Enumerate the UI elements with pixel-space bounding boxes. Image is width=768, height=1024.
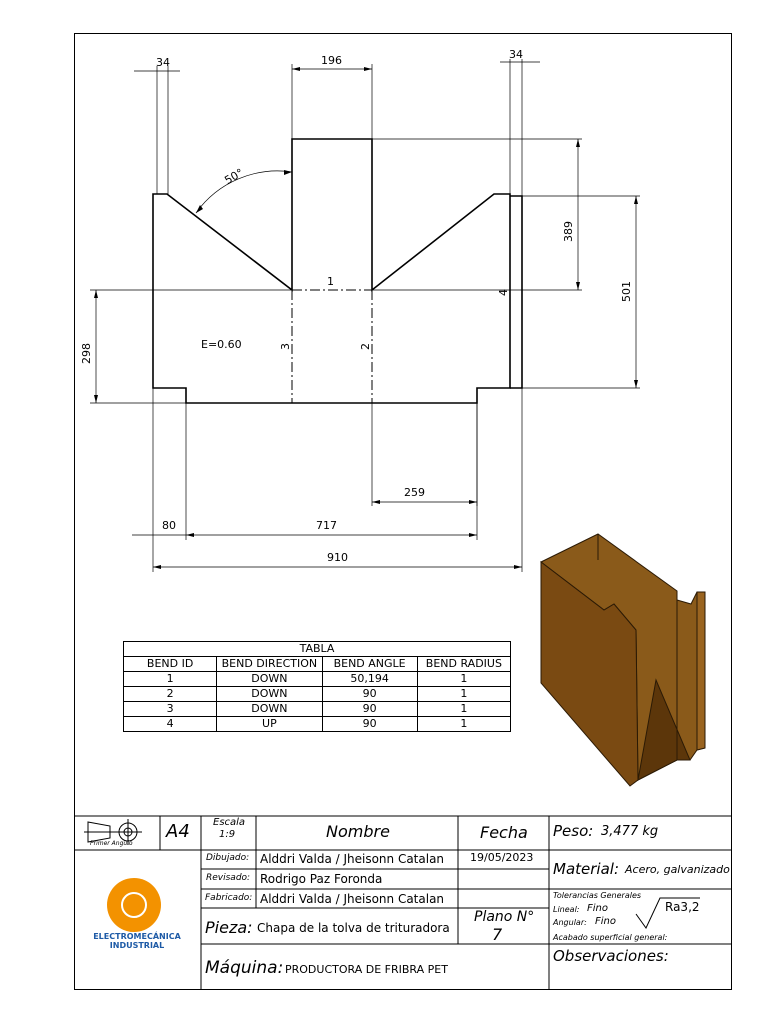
peso-value: 3,477 kg [601, 824, 659, 839]
projection-label: Primer Angulo [90, 840, 133, 847]
bend-label-4: 4 [497, 289, 510, 296]
dim-right-389: 389 [562, 221, 575, 242]
table-cell: 1 [417, 672, 510, 687]
material-label: Material: [553, 860, 619, 878]
logo-emblem-icon [121, 892, 147, 918]
lineal-value: Fino [587, 903, 608, 914]
escala-label: Escala [213, 817, 246, 828]
table-header: BEND ANGLE [322, 657, 417, 672]
table-cell: 1 [124, 672, 217, 687]
table-row [124, 672, 511, 687]
table-cell: DOWN [217, 672, 322, 687]
peso-label: Peso: [553, 822, 594, 840]
bend-label-2: 2 [359, 343, 372, 350]
dibujado-value: Alddri Valda / Jheisonn Catalan [260, 852, 445, 866]
plano-value: 7 [492, 925, 503, 944]
table-cell: 3 [124, 702, 217, 717]
pieza-value: Chapa de la tolva de trituradora [257, 921, 450, 935]
table-cell: DOWN [217, 687, 322, 702]
logo-text: ELECTROMECÁNICA INDUSTRIAL [93, 932, 181, 950]
observaciones-label: Observaciones: [553, 947, 669, 965]
dim-top-196: 196 [321, 54, 342, 67]
dim-bottom-259: 259 [404, 486, 425, 499]
table-cell: 1 [417, 702, 510, 717]
dibujado-fecha: 19/05/2023 [470, 851, 534, 864]
bend-label-1: 1 [327, 275, 334, 288]
dim-top-right-34: 34 [509, 48, 523, 61]
pieza-label: Pieza: [205, 918, 253, 937]
dim-bottom-80: 80 [162, 519, 176, 532]
dimension-lines [90, 59, 640, 572]
dim-top-left-34: 34 [156, 56, 170, 69]
table-cell: 2 [124, 687, 217, 702]
company-logo [107, 878, 161, 932]
maquina-value: PRODUCTORA DE FRIBRA PET [285, 963, 448, 976]
isometric-view [541, 534, 705, 786]
roughness-value: Ra3,2 [665, 900, 700, 914]
dimension-arrows [94, 67, 638, 569]
table-row [124, 702, 511, 717]
plano-label: Plano N° [474, 909, 535, 925]
table-cell: 1 [417, 717, 510, 732]
table-cell: 90 [322, 717, 417, 732]
dim-bottom-910: 910 [327, 551, 348, 564]
escala-value: 1:9 [219, 829, 236, 840]
dim-bottom-717: 717 [316, 519, 337, 532]
table-cell: DOWN [217, 702, 322, 717]
table-cell: UP [217, 717, 322, 732]
right-flange [510, 196, 522, 388]
revisado-label: Revisado: [206, 873, 251, 883]
table-header: BEND ID [124, 657, 217, 672]
sheet-size: A4 [166, 821, 190, 842]
lineal-label: Lineal: [553, 905, 580, 914]
fabricado-label: Fabricado: [205, 893, 253, 903]
thickness-label: E=0.60 [201, 338, 242, 351]
maquina-label: Máquina: [205, 958, 284, 978]
dim-angle-50: 50° [222, 166, 246, 188]
dibujado-label: Dibujado: [206, 853, 250, 863]
bend-table [123, 641, 511, 732]
table-header-row [124, 657, 511, 672]
table-row [124, 717, 511, 732]
table-cell: 90 [322, 687, 417, 702]
material-value: Acero, galvanizado [625, 863, 730, 876]
table-header: BEND RADIUS [417, 657, 510, 672]
bend-label-3: 3 [279, 343, 292, 350]
iso-flange [697, 592, 705, 750]
tolerancias-label: Tolerancias Generales [553, 891, 642, 900]
table-row [124, 687, 511, 702]
table-title: TABLA [124, 642, 511, 657]
table-header: BEND DIRECTION [217, 657, 322, 672]
fabricado-value: Alddri Valda / Jheisonn Catalan [260, 892, 445, 906]
dim-left-298: 298 [80, 343, 93, 364]
table-cell: 1 [417, 687, 510, 702]
dim-right-501: 501 [620, 281, 633, 302]
table-cell: 50,194 [322, 672, 417, 687]
acabado-label: Acabado superficial general: [553, 933, 668, 942]
angular-label: Angular: [553, 918, 587, 927]
flat-pattern-outline [153, 139, 510, 403]
angular-value: Fino [595, 916, 616, 927]
table-cell: 4 [124, 717, 217, 732]
table-cell: 90 [322, 702, 417, 717]
fecha-header: Fecha [480, 823, 528, 842]
nombre-header: Nombre [326, 822, 390, 841]
revisado-value: Rodrigo Paz Foronda [260, 872, 383, 886]
